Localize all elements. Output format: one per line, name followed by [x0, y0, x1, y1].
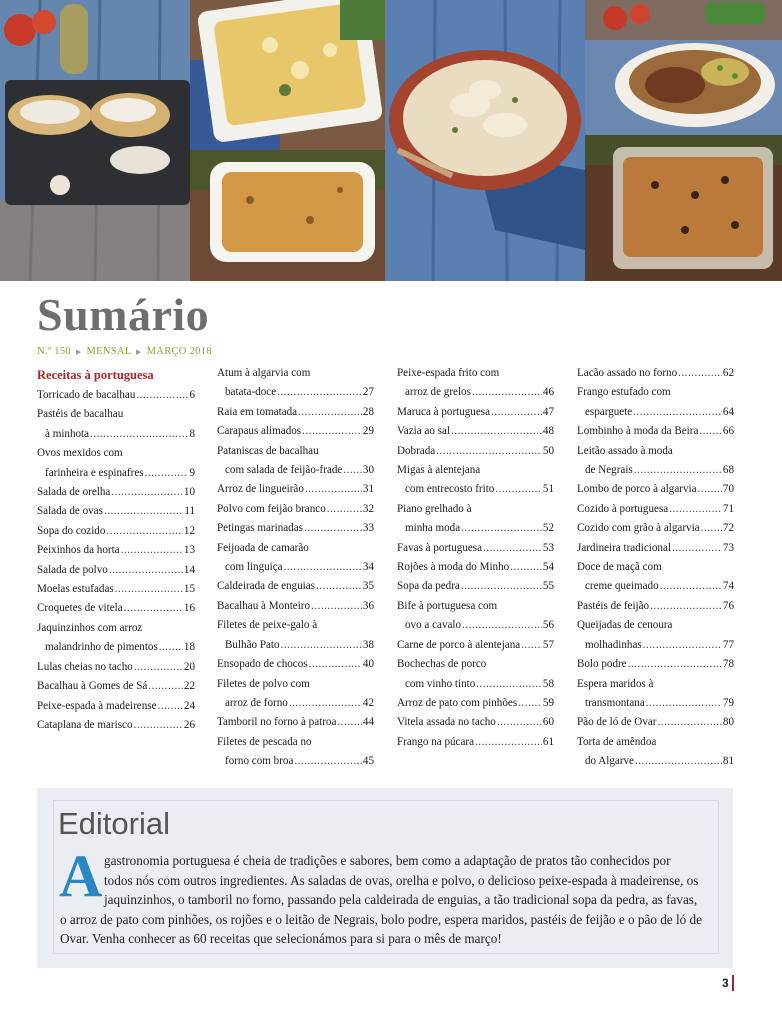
toc-entry-title: Sopa da pedra: [397, 580, 460, 593]
leader-dots: [124, 599, 183, 618]
baked-pudding-photo: [585, 135, 782, 281]
leader-dots: [701, 519, 722, 538]
editorial-line: jaquinzinhos, o tamboril no forno, passando pela caldeirada de enguias, a tão tradicional sopa da pedra, as favas,: [104, 892, 698, 908]
toc-entry[interactable]: [37, 561, 195, 580]
toc-entry-title: malandrinho de pimentos: [45, 641, 158, 654]
toc-entry-title: esparguete: [585, 405, 633, 418]
toc-entry[interactable]: [217, 713, 374, 732]
leader-dots: [136, 386, 188, 405]
toc-entry-title: Arroz de lingueirão: [217, 483, 304, 496]
toc-page-number: 52: [542, 522, 554, 535]
toc-page-number: 30: [362, 464, 374, 477]
toc-entry[interactable]: [577, 364, 734, 383]
toc-entry-title: Peixinhos da horta: [37, 544, 120, 557]
gratin-dish-photo: [190, 150, 385, 281]
toc-entry[interactable]: [37, 697, 195, 716]
toc-page-number: 28: [362, 405, 374, 418]
toc-entry-title: Lombinho à moda da Beira: [577, 425, 699, 438]
toc-entry-title: Rojões à moda do Minho: [397, 561, 510, 574]
toc-page-number: 11: [184, 505, 195, 518]
leader-dots: [650, 597, 722, 616]
toc-page-number: 31: [362, 483, 374, 496]
toc-entry[interactable]: [397, 364, 554, 403]
toc-page-number: 44: [362, 716, 374, 729]
toc-entry-title: Cataplana de marisco: [37, 718, 133, 731]
toc-entry-title: com entrecosto frito: [405, 483, 495, 496]
toc-page-number: 20: [183, 660, 195, 673]
editorial-dropcap: A: [59, 843, 103, 909]
toc-page-number: 71: [722, 502, 734, 515]
editorial-line: o arroz de pato com pinhões, os rojões e o leitão de Negrais, bolo podre, espera maridos, pastéis de feijão e o pão de ló de: [60, 911, 702, 927]
toc-page-number: 14: [183, 563, 195, 576]
toc-page-number: 16: [183, 602, 195, 615]
toc-entry[interactable]: [577, 422, 734, 441]
leader-dots: [298, 403, 362, 422]
toc-entry-title: Filetes de peixe-galo à: [217, 619, 318, 632]
toc-page-number: 56: [542, 619, 554, 632]
toc-entry[interactable]: [217, 597, 374, 616]
issue-info: [37, 346, 212, 357]
toc-entry[interactable]: [37, 386, 195, 405]
leader-dots: [145, 464, 189, 483]
toc-page-number: 48: [542, 425, 554, 438]
leader-dots: [289, 694, 362, 713]
toc-entry-title: Cozido à portuguesa: [577, 502, 669, 515]
toc-entry[interactable]: [37, 541, 195, 560]
toc-page-number: 47: [542, 405, 554, 418]
leader-dots: [148, 677, 183, 696]
leader-dots: [660, 577, 722, 596]
toc-entry-title: Tamboril no forno à patroa: [217, 716, 337, 729]
toc-entry[interactable]: [577, 713, 734, 732]
toc-entry[interactable]: [217, 500, 374, 519]
toc-page-number: 6: [189, 389, 195, 401]
leader-dots: [281, 636, 362, 655]
leader-dots: [643, 636, 722, 655]
toc-entry[interactable]: [217, 403, 374, 422]
toc-page-number: 64: [722, 405, 734, 418]
leader-dots: [451, 422, 542, 441]
toc-entry-title: Bochechas de porco: [397, 658, 487, 671]
toc-page-number: 36: [362, 599, 374, 612]
toc-entry-title: Bolo podre: [577, 658, 627, 671]
toc-entry-title: Pastéis de feijão: [577, 599, 650, 612]
toc-entry-title: Dobrada: [397, 444, 436, 457]
toc-entry-title: ovo a cavalo: [405, 619, 462, 632]
leader-dots: [633, 403, 722, 422]
toc-page-number: 68: [722, 464, 734, 477]
toc-page-number: 54: [542, 561, 554, 574]
toc-entry[interactable]: [577, 558, 734, 597]
leader-dots: [277, 383, 362, 402]
leader-dots: [343, 461, 362, 480]
toc-page-number: 57: [542, 638, 554, 651]
editorial-text: [60, 851, 714, 949]
toc-page-number: 53: [542, 541, 554, 554]
toc-entry-title: Ovos mexidos com: [37, 447, 123, 460]
leader-dots: [698, 480, 722, 499]
toc-page-number: 26: [183, 718, 195, 731]
toc-entry[interactable]: [577, 442, 734, 481]
toc-entry-title: Lulas cheias no tacho: [37, 660, 133, 673]
toc-page-number: 55: [542, 580, 554, 593]
leader-dots: [476, 675, 542, 694]
toc-entry-title: Salada de ovas: [37, 505, 103, 518]
toc-page-number: 50: [542, 444, 554, 457]
toc-entry-title: Moelas estufadas: [37, 583, 114, 596]
leader-dots: [495, 480, 542, 499]
toc-page-number: 59: [542, 696, 554, 709]
leader-dots: [646, 694, 722, 713]
toc-entry[interactable]: [217, 442, 374, 481]
triangle-separator-icon: ▶: [136, 348, 142, 356]
photo-collage: [0, 0, 782, 281]
leader-dots: [311, 597, 362, 616]
editorial-line: todos nós com outros ingredientes. As saladas de ovas, orelha e polvo, o delicioso peixe-espada à madeirense, os: [104, 872, 699, 888]
leader-dots: [134, 658, 183, 677]
toc-column-2: [217, 364, 374, 772]
toc-entry[interactable]: [577, 597, 734, 616]
toc-entry-title: Peixe-espada à madeirense: [37, 699, 157, 712]
toc-entry-title: Filetes de polvo com: [217, 677, 310, 690]
leader-dots: [158, 697, 183, 716]
toc-entry-title: com salada de feijão-frade: [225, 464, 343, 477]
toc-section-title: Receitas à portuguesa: [37, 368, 154, 382]
toc-entry-title: Vazia ao sal: [397, 425, 450, 438]
leader-dots: [104, 502, 183, 521]
toc-entry-title: Atum à algarvia com: [217, 367, 311, 379]
leader-dots: [475, 733, 542, 752]
leader-dots: [678, 364, 722, 383]
page-number: 3: [722, 976, 729, 990]
toc-entry[interactable]: [577, 733, 734, 772]
leader-dots: [521, 636, 542, 655]
toc-entry-title: Jaquinzinhos com arroz: [37, 621, 143, 634]
toc-entry[interactable]: [577, 616, 734, 655]
toc-entry-title: Cozido com grão à algarvia: [577, 522, 700, 535]
toc-entry-title: com vinho tinto: [405, 677, 476, 690]
toc-entry-title: Raia em tomatada: [217, 405, 298, 418]
leader-dots: [635, 752, 722, 771]
toc-entry-title: Torta de amêndoa: [577, 735, 657, 748]
toc-entry-title: do Algarve: [585, 755, 634, 768]
toc-page-number: 45: [362, 755, 374, 768]
toc-entry[interactable]: [37, 502, 195, 521]
leader-dots: [491, 403, 542, 422]
toc-entry-title: Piano grelhado à: [397, 502, 472, 515]
toc-entry[interactable]: [37, 522, 195, 541]
toc-page-number: 78: [722, 658, 734, 671]
toc-entry-title: Pataniscas de bacalhau: [217, 444, 319, 457]
toc-page-number: 42: [362, 696, 374, 709]
toc-entry-title: Espera maridos à: [577, 677, 654, 690]
toc-entry-title: minha moda: [405, 522, 461, 535]
toc-entry-title: Polvo com feijão branco: [217, 502, 326, 515]
toc-entry[interactable]: [37, 677, 195, 696]
toc-page-number: 51: [542, 483, 554, 496]
toc-page-number: 24: [183, 699, 195, 712]
toc-entry-title: Pão de ló de Ovar: [577, 716, 657, 729]
toc-entry[interactable]: [37, 619, 195, 658]
toc-entry-title: molhadinhas: [585, 638, 642, 651]
leader-dots: [657, 713, 721, 732]
leader-dots: [305, 480, 362, 499]
toc-entry-title: Croquetes de vitela: [37, 602, 123, 615]
toc-entry-title: de Negrais: [585, 464, 633, 477]
toc-entry-title: Frango estufado com: [577, 386, 671, 399]
toc-entry-title: Leitão assado à moda: [577, 444, 673, 457]
leader-dots: [121, 541, 183, 560]
page-title: Sumário: [37, 289, 210, 340]
toc-entry-title: forno com broa: [225, 755, 294, 768]
toc-entry[interactable]: [217, 655, 374, 674]
toc-entry[interactable]: [397, 655, 554, 694]
toc-entry[interactable]: [397, 733, 554, 752]
toc-entry[interactable]: [217, 577, 374, 596]
toc-column-1: [37, 364, 195, 735]
toc-entry-title: Vitela assada no tacho: [397, 716, 496, 729]
toc-entry[interactable]: [397, 636, 554, 655]
leader-dots: [294, 752, 362, 771]
leader-dots: [497, 713, 542, 732]
toc-page-number: 80: [722, 716, 734, 729]
toc-page-number: 18: [183, 641, 195, 654]
toc-page-number: 12: [183, 524, 195, 537]
toc-page-number: 9: [189, 466, 195, 479]
bacalhau-toast-photo: [0, 0, 190, 281]
toc-entry[interactable]: [217, 364, 374, 403]
toc-entry-title: à minhota: [45, 427, 90, 440]
toc-page-number: 13: [183, 544, 195, 557]
toc-entry-title: farinheira e espinafres: [45, 466, 144, 479]
leader-dots: [337, 713, 362, 732]
toc-page-number: 62: [722, 367, 734, 379]
toc-entry-title: Carapaus alimados: [217, 425, 302, 438]
toc-entry-title: Bife à portuguesa com: [397, 599, 498, 612]
toc-entry[interactable]: [37, 483, 195, 502]
toc-entry[interactable]: [577, 480, 734, 499]
toc-entry-title: Arroz de pato com pinhões: [397, 696, 518, 709]
toc-page-number: 77: [722, 638, 734, 651]
toc-entry[interactable]: [217, 480, 374, 499]
toc-entry[interactable]: [37, 405, 195, 444]
toc-entry-title: Jardineira tradicional: [577, 541, 671, 554]
toc-page-number: 15: [183, 583, 195, 596]
toc-column-4: [577, 364, 734, 772]
toc-page-number: 73: [722, 541, 734, 554]
toc-entry[interactable]: [397, 403, 554, 422]
toc-entry[interactable]: [37, 716, 195, 735]
leader-dots: [461, 519, 542, 538]
toc-page-number: 10: [183, 486, 195, 499]
toc-page-number: 27: [362, 386, 374, 399]
toc-page-number: 66: [722, 425, 734, 438]
toc-page-number: 72: [722, 522, 734, 535]
toc-page-number: 81: [722, 755, 734, 768]
toc-page-number: 79: [722, 696, 734, 709]
leader-dots: [518, 694, 542, 713]
toc-entry-title: transmontana: [585, 696, 645, 709]
toc-page-number: 40: [362, 658, 374, 671]
leader-dots: [672, 539, 722, 558]
toc-entry[interactable]: [37, 599, 195, 618]
toc-entry[interactable]: [577, 500, 734, 519]
toc-page-number: 74: [722, 580, 734, 593]
toc-entry[interactable]: [577, 539, 734, 558]
toc-page-number: 33: [362, 522, 374, 535]
leader-dots: [483, 539, 542, 558]
toc-entry-title: creme queimado: [585, 580, 659, 593]
toc-entry-title: Queijadas de cenoura: [577, 619, 673, 632]
toc-page-number: 61: [542, 735, 554, 748]
roast-meat-dish-photo: [585, 0, 782, 135]
toc-entry[interactable]: [577, 519, 734, 538]
toc-entry[interactable]: [217, 733, 374, 772]
toc-entry-title: Filetes de pescada no: [217, 735, 312, 748]
toc-entry-title: Caldeirada de enguias: [217, 580, 315, 593]
page-number-bar: [732, 975, 734, 991]
leader-dots: [472, 383, 542, 402]
toc-entry-title: Salada de polvo: [37, 563, 108, 576]
leader-dots: [304, 519, 362, 538]
issue-number: N.º 150: [37, 346, 71, 357]
toc-entry[interactable]: [397, 539, 554, 558]
leader-dots: [316, 577, 362, 596]
toc-entry[interactable]: [397, 442, 554, 461]
toc-entry[interactable]: [217, 539, 374, 578]
spaghetti-chicken-bowl-photo: [385, 0, 585, 281]
toc-entry-title: Carne de porco à alentejana: [397, 638, 521, 651]
toc-entry[interactable]: [577, 655, 734, 674]
toc-entry-title: Peixe-espada frito com: [397, 367, 500, 379]
toc-page-number: 76: [722, 599, 734, 612]
toc-entry[interactable]: [577, 383, 734, 422]
toc-entry[interactable]: [397, 713, 554, 732]
toc-entry[interactable]: [577, 675, 734, 714]
toc-entry-title: Sopa do cozido: [37, 524, 106, 537]
toc-entry[interactable]: [397, 694, 554, 713]
leader-dots: [461, 577, 542, 596]
toc-page-number: 46: [542, 386, 554, 399]
leader-dots: [115, 580, 183, 599]
leader-dots: [302, 422, 362, 441]
toc-page-number: 35: [362, 580, 374, 593]
toc-entry[interactable]: [37, 658, 195, 677]
editorial-line: gastronomia portuguesa é cheia de tradições e sabores, bem como a adaptação de pratos tão conhecidos por: [104, 853, 671, 868]
leader-dots: [134, 716, 183, 735]
editorial-title: Editorial: [58, 806, 170, 841]
toc-entry-title: arroz de grelos: [405, 386, 471, 399]
toc-entry-title: Bacalhau à Monteiro: [217, 599, 311, 612]
toc-entry[interactable]: [37, 444, 195, 483]
toc-page-number: 60: [542, 716, 554, 729]
leader-dots: [634, 461, 722, 480]
leader-dots: [109, 561, 183, 580]
issue-date: MARÇO 2018: [146, 346, 212, 357]
toc-entry-title: Lombo de porco à algarvia: [577, 483, 697, 496]
toc-entry-title: Torricado de bacalhau: [37, 389, 136, 401]
toc-entry-title: arroz de forno: [225, 696, 288, 709]
toc-entry-title: Pastéis de bacalhau: [37, 408, 124, 421]
leader-dots: [111, 483, 183, 502]
toc-entry[interactable]: [217, 519, 374, 538]
toc-page-number: 34: [362, 561, 374, 574]
leader-dots: [436, 442, 542, 461]
toc-page-number: 8: [189, 427, 195, 440]
codfish-casserole-photo: [190, 0, 385, 150]
toc-entry[interactable]: [397, 461, 554, 500]
toc-page-number: 22: [183, 680, 195, 693]
editorial-line: Ovar. Venha conhecer as 60 receitas que selecionámos para si para o mês de março!: [60, 931, 502, 947]
issue-frequency: MENSAL: [86, 346, 132, 357]
toc-entry-title: Frango na púcara: [397, 735, 475, 748]
leader-dots: [284, 558, 362, 577]
toc-entry[interactable]: [217, 422, 374, 441]
toc-entry[interactable]: [217, 675, 374, 714]
toc-entry-title: Lacão assado no forno: [577, 367, 678, 379]
leader-dots: [669, 500, 722, 519]
leader-dots: [628, 655, 722, 674]
toc-entry[interactable]: [397, 500, 554, 539]
leader-dots: [510, 558, 542, 577]
toc-entry[interactable]: [217, 616, 374, 655]
toc-entry-title: Bulhão Pato: [225, 638, 280, 651]
toc-entry[interactable]: [397, 422, 554, 441]
toc-entry-title: Migas à alentejana: [397, 464, 481, 477]
toc-column-3: [397, 364, 554, 752]
toc-page-number: 70: [722, 483, 734, 496]
leader-dots: [699, 422, 722, 441]
leader-dots: [90, 425, 188, 444]
leader-dots: [462, 616, 542, 635]
toc-entry[interactable]: [397, 597, 554, 636]
toc-page-number: 58: [542, 677, 554, 690]
toc-page-number: 38: [362, 638, 374, 651]
leader-dots: [106, 522, 183, 541]
toc-entry-title: Favas à portuguesa: [397, 541, 483, 554]
toc-entry-title: Petingas marinadas: [217, 522, 303, 535]
toc-entry-title: com linguiça: [225, 561, 283, 574]
toc-entry-title: Feijoada de camarão: [217, 541, 309, 554]
toc-entry-title: Bacalhau à Gomes de Sá: [37, 680, 148, 693]
toc-entry-title: batata-doce: [225, 386, 277, 399]
leader-dots: [159, 638, 183, 657]
toc-entry-title: Ensopado de chocos: [217, 658, 308, 671]
toc-page-number: 29: [362, 425, 374, 438]
toc-entry-title: Doce de maçã com: [577, 561, 662, 574]
toc-entry[interactable]: [397, 577, 554, 596]
toc-entry-title: Maruca à portuguesa: [397, 405, 491, 418]
leader-dots: [327, 500, 362, 519]
toc-entry[interactable]: [37, 580, 195, 599]
leader-dots: [309, 655, 362, 674]
triangle-separator-icon: ▶: [75, 348, 82, 356]
toc-entry-title: Salada de orelha: [37, 486, 111, 499]
toc-page-number: 32: [362, 502, 374, 515]
toc-entry[interactable]: [397, 558, 554, 577]
